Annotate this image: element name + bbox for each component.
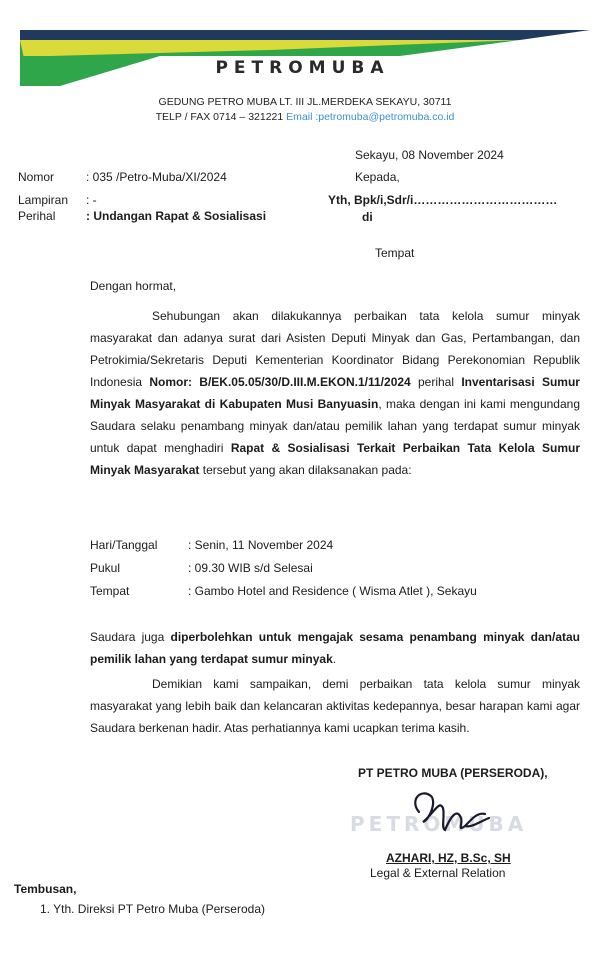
- lampiran-label: Lampiran: [18, 193, 69, 207]
- recipient-place: Tempat: [375, 246, 415, 260]
- email-link[interactable]: petromuba@petromuba.co.id: [318, 111, 455, 123]
- tembusan-label: Tembusan,: [14, 882, 77, 896]
- company-logo: PETROMUBA: [215, 58, 390, 78]
- schedule-label-1: Pukul: [90, 561, 121, 575]
- recipient-di: di: [362, 210, 373, 224]
- nomor-label: Nomor: [18, 170, 55, 184]
- schedule-label-2: Tempat: [90, 584, 130, 598]
- recipient-line: Yth, Bpk/i,Sdr/i………………………………: [328, 193, 558, 207]
- signatory-name: AZHARI, HZ, B.Sc, SH: [386, 851, 511, 865]
- company-stamp: PETROMUBA: [350, 812, 528, 836]
- schedule-value-0: : Senin, 11 November 2024: [188, 538, 334, 552]
- tembusan-item: 1. Yth. Direksi PT Petro Muba (Perseroda): [40, 902, 265, 916]
- schedule-value-1: : 09.30 WIB s/d Selesai: [188, 561, 313, 575]
- schedule-label-0: Hari/Tanggal: [90, 538, 158, 552]
- salutation: Dengan hormat,: [90, 279, 177, 293]
- contact-line: [80, 111, 530, 123]
- address-line: GEDUNG PETRO MUBA LT. III JL.MERDEKA SEKAYU, 30711: [158, 96, 452, 108]
- lampiran-value: : -: [86, 193, 97, 207]
- paragraph-opening: Sehubungan akan dilakukannya perbaikan tata kelola sumur minyak masyarakat dan adanya surat dari Asisten Deputi Minyak dan Gas, Pertambangan, dan Petrokimia/Sekretaris Deputi Kementerian Koordinator Bidang Perekonomian Republik Indonesia Nomor: B/EK.05.05/30/D.III.M.EKON.1/11/2024 perihal Inventarisasi Sumur Minyak Masyarakat di Kabupaten Musi Banyuasin, maka dengan ini kami mengundang Saudara selaku penambang minyak dan/atau pemilik lahan yang terdapat sumur minyak untuk dapat menghadiri Rapat & Sosialisasi Terkait Perbaikan Tata Kelola Sumur Minyak Masyarakat tersebut yang akan dilaksanakan pada:: [90, 309, 580, 477]
- perihal-label: Perihal: [18, 209, 56, 223]
- phone-line: TELP / FAX 0714 – 321221: [155, 111, 284, 123]
- signature-company: PT PETRO MUBA (PERSERODA),: [358, 766, 548, 780]
- perihal-value: : Undangan Rapat & Sosialisasi: [86, 209, 267, 223]
- paragraph-closing: Demikian kami sampaikan, demi perbaikan tata kelola sumur minyak masyarakat yang lebih baik dan kelancaran aktivitas kedepannya, besar harapan kami agar Saudara berkenan hadir. Atas perhatiannya kami ucapkan terima kasih.: [90, 677, 580, 735]
- schedule-value-2: : Gambo Hotel and Residence ( Wisma Atlet ), Sekayu: [188, 584, 477, 598]
- paragraph-invitation: Saudara juga diperbolehkan untuk mengajak sesama penambang minyak dan/atau pemilik lahan yang terdapat sumur minyak.: [90, 630, 580, 666]
- kepada-label: Kepada,: [355, 170, 400, 184]
- handwritten-signature: [405, 782, 495, 842]
- email-label: Email :: [286, 111, 319, 123]
- date-line: Sekayu, 08 November 2024: [355, 148, 504, 162]
- signatory-title: Legal & External Relation: [370, 866, 506, 880]
- nomor-value: : 035 /Petro-Muba/XI/2024: [86, 170, 227, 184]
